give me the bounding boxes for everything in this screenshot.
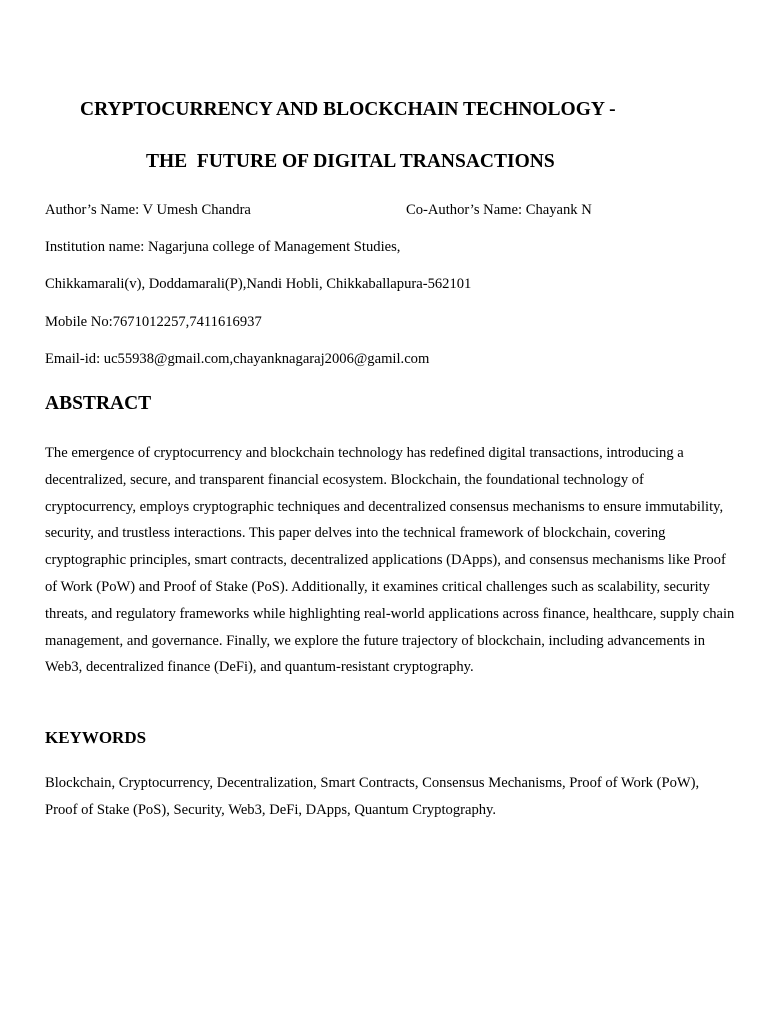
abstract-body: The emergence of cryptocurrency and blockchain technology has redefined digital transactions, introducing a decentralized, secure, and transparent financial ecosystem. Blockchain, the foundational technology of cryptocurrency, employs cryptographic techniques and decentralized consensus mechanisms to ensure immutability, security, and trustless interactions. This paper delves into the technical framework of blockchain, covering cryptographic principles, smart contracts, decentralized applications (DApps), and consensus mechanisms like Proof of Work (PoW) and Proof of Stake (PoS). Additionally, it examines critical challenges such as scalability, security threats, and regulatory frameworks while highlighting real-world applications across finance, healthcare, supply chain management, and governance. Finally, we explore the future trajectory of blockchain, including advancements in Web3, decentralized finance (DeFi), and quantum-resistant cryptography. [45, 445, 735, 676]
paper-title-line-1: CRYPTOCURRENCY AND BLOCKCHAIN TECHNOLOGY - [80, 99, 616, 120]
coauthor-name: Co-Author’s Name: Chayank N [406, 202, 592, 218]
author-name: Author’s Name: V Umesh Chandra [45, 202, 251, 218]
keywords-heading: KEYWORDS [45, 728, 147, 747]
email-id: Email-id: uc55938@gmail.com,chayanknagaraj2006@gamil.com [45, 351, 430, 367]
mobile-number: Mobile No:7671012257,7411616937 [45, 314, 262, 330]
keywords-body: Blockchain, Cryptocurrency, Decentralization, Smart Contracts, Consensus Mechanisms, Proof of Work (PoW), Proof of Stake (PoS), Security, Web3, DeFi, DApps, Quantum Cryptography. [45, 775, 700, 818]
institution-name: Institution name: Nagarjuna college of Management Studies, [45, 239, 401, 255]
institution-address: Chikkamarali(v), Doddamarali(P),Nandi Hobli, Chikkaballapura-562101 [45, 276, 472, 292]
paper-title-line-2: THE FUTURE OF DIGITAL TRANSACTIONS [146, 151, 555, 172]
abstract-heading: ABSTRACT [45, 393, 152, 414]
